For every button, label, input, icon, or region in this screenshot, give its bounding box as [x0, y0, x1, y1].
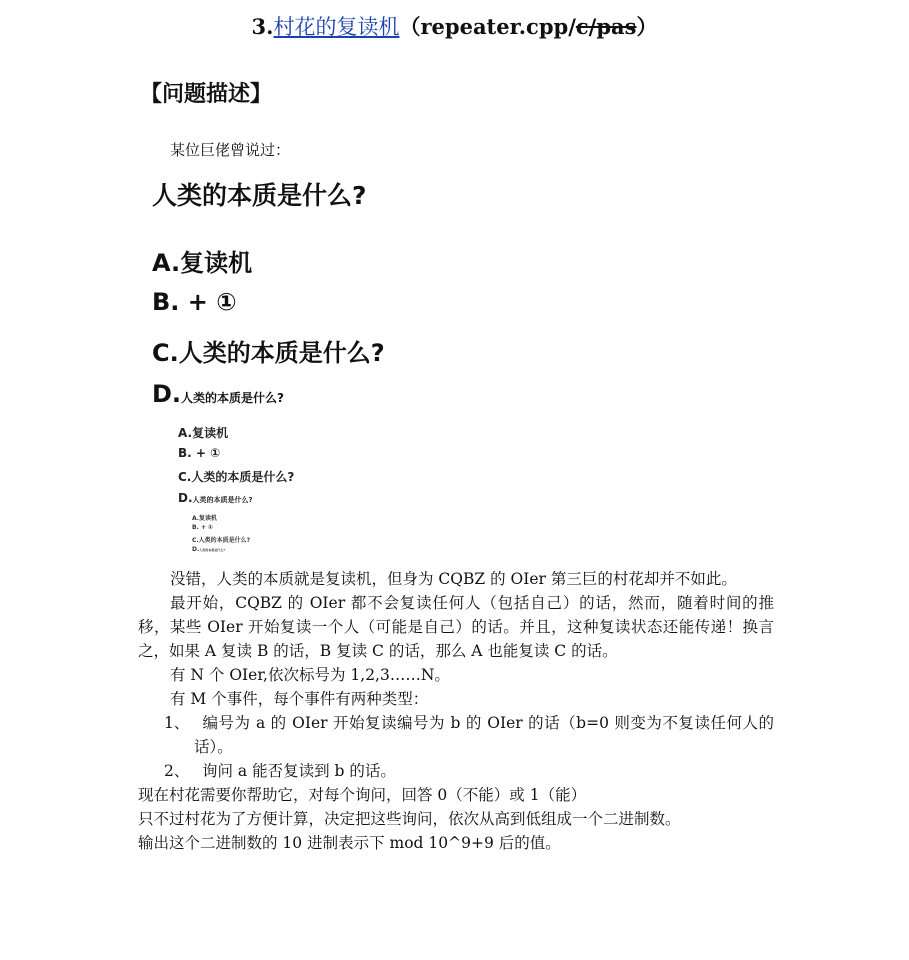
paragraph-3: 有 N 个 OIer,依次标号为 1,2,3……N。 — [170, 666, 450, 684]
meme-question: 人类的本质是什么? — [152, 181, 367, 210]
problem-description — [138, 567, 774, 855]
file-name-strikethrough: c/pas — [575, 14, 637, 39]
paragraph-7: 输出这个二进制数的 10 进制表示下 mod 10^9+9 后的值。 — [138, 834, 561, 852]
meme-nested-option-a: A.复读机 — [178, 426, 229, 440]
list-item-2-number: 2、 — [164, 762, 190, 780]
meme-option-d — [152, 380, 284, 408]
meme-option-b: B. + ① — [152, 288, 237, 316]
paragraph-4: 有 M 个事件，每个事件有两种类型： — [170, 690, 429, 708]
title-close-paren: ） — [636, 14, 658, 39]
file-name: repeater.cpp/ — [420, 14, 576, 39]
meme-nested-option-d — [178, 491, 253, 505]
section-heading: 【问题描述】 — [140, 82, 273, 107]
list-item-1 — [138, 711, 774, 759]
meme-nested-option-d-prefix: D. — [178, 491, 193, 505]
meme-nested-option-d-text: 人类的本质是什么? — [192, 496, 253, 504]
paragraph-2: 最开始，CQBZ 的 OIer 都不会复读任何人（包括自己）的话，然而，随着时间的推移，某些 OIer 开始复读一个人（可能是自己）的话。并且，这种复读状态还能传递！换言之，如果 A 复读 B 的话，B 复读 C 的话，那么 A 也能复读 C 的话。 — [138, 594, 774, 660]
meme-nested2-option-d-text: 人类的本质是什么? — [199, 548, 226, 552]
meme-option-d-prefix: D. — [152, 380, 182, 408]
list-item-2-text: 询问 a 能否复读到 b 的话。 — [202, 762, 396, 780]
meme-option-a: A.复读机 — [152, 249, 253, 277]
list-item-2 — [138, 759, 774, 783]
meme-nested2-option-c: C.人类的本质是什么? — [192, 537, 251, 544]
meme-option-d-text: 人类的本质是什么? — [181, 391, 285, 405]
meme-nested-option-b: B. + ① — [178, 446, 221, 460]
problem-name-link[interactable]: 村花的复读机 — [273, 15, 400, 39]
title-number: 3. — [251, 14, 274, 39]
problem-title — [0, 12, 909, 42]
list-item-1-number: 1、 — [164, 714, 190, 732]
list-item-1-text: 编号为 a 的 OIer 开始复读编号为 b 的 OIer 的话（b=0 则变为不复读任何人的话）。 — [194, 714, 774, 756]
meme-nested-option-c: C.人类的本质是什么? — [178, 470, 295, 484]
intro-text: 某位巨佬曾说过： — [170, 141, 291, 159]
paragraph-1: 没错，人类的本质就是复读机，但身为 CQBZ 的 OIer 第三巨的村花却并不如此。 — [170, 570, 737, 588]
meme-nested2-option-d — [192, 546, 225, 553]
paragraph-6: 只不过村花为了方便计算，决定把这些询问，依次从高到低组成一个二进制数。 — [138, 810, 681, 828]
title-open-paren: （ — [399, 14, 421, 39]
meme-nested2-option-b: B. + ① — [192, 524, 214, 531]
meme-nested2-option-d-prefix: D. — [192, 546, 200, 553]
meme-option-c: C.人类的本质是什么? — [152, 339, 385, 367]
meme-nested2-option-a: A.复读机 — [192, 515, 218, 522]
paragraph-5: 现在村花需要你帮助它，对每个询问，回答 0（不能）或 1（能） — [138, 786, 587, 804]
